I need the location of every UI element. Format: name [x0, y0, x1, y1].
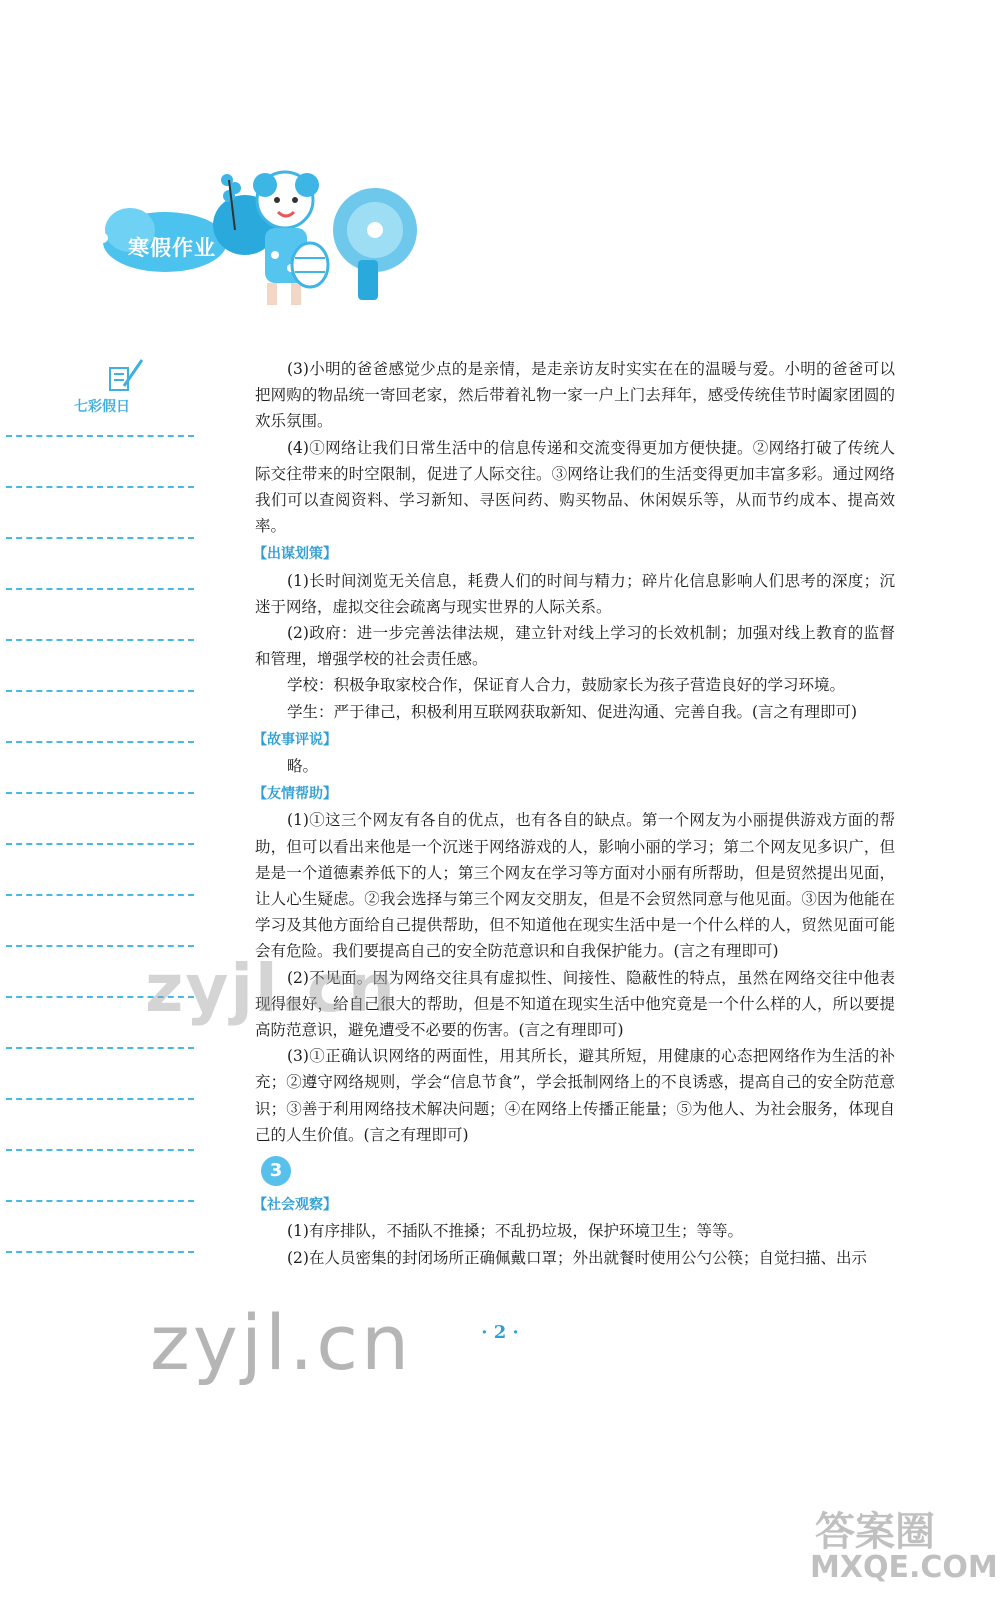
header-title: 寒假作业 — [128, 236, 216, 260]
answer-paragraph: (2)在人员密集的封闭场所正确佩戴口罩；外出就餐时使用公勺公筷；自觉扫描、出示 — [287, 1248, 867, 1267]
margin-line — [6, 894, 194, 896]
section-heading: 【故事评说】 — [253, 731, 337, 748]
margin-line — [6, 486, 194, 488]
margin-line — [6, 843, 194, 845]
answer-paragraph: 略。 — [287, 757, 319, 776]
answer-paragraph: (1)有序排队，不插队不推搡；不乱扔垃圾，保护环境卫生；等等。 — [287, 1222, 743, 1241]
answer-content — [255, 356, 895, 1271]
section-heading: 【出谋划策】 — [253, 546, 337, 563]
sidebar-logo-text: 七彩假日 — [74, 399, 130, 415]
answer-paragraph: (2)不见面。因为网络交往具有虚拟性、间接性、隐蔽性的特点，虽然在网络交往中他表现得很好，给自己很大的帮助，但是不知道在现实生活中他究竟是一个什么样的人，所以要提高防范意识，避免遭受不必要的伤害。(言之有理即可) — [255, 968, 895, 1040]
section-heading: 【社会观察】 — [253, 1197, 337, 1214]
margin-line — [6, 741, 194, 743]
margin-line — [6, 435, 194, 437]
margin-line — [6, 1098, 194, 1100]
margin-line — [6, 792, 194, 794]
lesson-number-badge: 3 — [261, 1156, 291, 1186]
margin-line — [6, 588, 194, 590]
answer-paragraph: 学校：积极争取家校合作，保证育人合力，鼓励家长为孩子营造良好的学习环境。 — [287, 676, 846, 695]
section-heading: 【友情帮助】 — [253, 786, 337, 803]
margin-line — [6, 945, 194, 947]
margin-line — [6, 537, 194, 539]
answer-paragraph: (2)政府：进一步完善法律法规，建立针对线上学习的长效机制；加强对线上教育的监督和管理，增强学校的社会责任感。 — [255, 624, 895, 669]
watermark: 答案圈 — [815, 1509, 935, 1555]
answer-paragraph: (3)小明的爸爸感觉少点的是亲情，是走亲访友时实实在在的温暖与爱。小明的爸爸可以把网购的物品统一寄回老家，然后带着礼物一家一户上门去拜年，感受传统佳节时阖家团圆的欢乐氛围。 — [255, 360, 895, 431]
margin-line — [6, 690, 194, 692]
watermark: MXQE.COM — [810, 1550, 998, 1585]
margin-line — [6, 1251, 194, 1253]
margin-line — [6, 1047, 194, 1049]
margin-line — [6, 1149, 194, 1151]
watermark: zyjl.cn — [150, 1298, 413, 1387]
watermark: zyjl.cn — [145, 950, 397, 1027]
margin-line — [6, 639, 194, 641]
margin-line — [6, 1200, 194, 1202]
answer-paragraph: (4)①网络让我们日常生活中的信息传递和交流变得更加方便快捷。②网络打破了传统人际交往带来的时空限制，促进了人际交往。③网络让我们的生活变得更加丰富多彩。通过网络我们可以查阅资料、学习新知、寻医问药、购买物品、休闲娱乐等，从而节约成本、提高效率。 — [255, 438, 895, 536]
answer-paragraph: 学生：严于律己，积极利用互联网获取新知、促进沟通、完善自我。(言之有理即可) — [287, 702, 858, 721]
answer-paragraph: (1)长时间浏览无关信息，耗费人们的时间与精力；碎片化信息影响人们思考的深度；沉迷于网络，虚拟交往会疏离与现实世界的人际关系。 — [255, 571, 895, 616]
answer-paragraph: (1)①这三个网友有各自的优点，也有各自的缺点。第一个网友为小丽提供游戏方面的帮助，但可以看出来他是一个沉迷于网络游戏的人，影响小丽的学习；第二个网友见多识广，但是是一个道德素养低下的人；第三个网友在学习等方面对小丽有所帮助，但是贸然提出见面，让人心生疑虑。②我会选择与第三个网友交朋友，但是不会贸然同意与他见面。③因为他能在学习及其他方面给自己提供帮助，但不知道他在现实生活中是一个什么样的人，贸然见面可能会有危险。我们要提高自己的安全防范意识和自我保护能力。(言之有理即可) — [255, 811, 895, 961]
answer-paragraph: (3)①正确认识网络的两面性，用其所长，避其所短，用健康的心态把网络作为生活的补充；②遵守网络规则，学会“信息节食”，学会抵制网络上的不良诱惑，提高自己的安全防范意识；③善于利用网络技术解决问题；④在网络上传播正能量；⑤为他人、为社会服务，体现自己的人生价值。(言之有理即可) — [255, 1047, 895, 1144]
page-number: · 2 · — [481, 1322, 519, 1343]
